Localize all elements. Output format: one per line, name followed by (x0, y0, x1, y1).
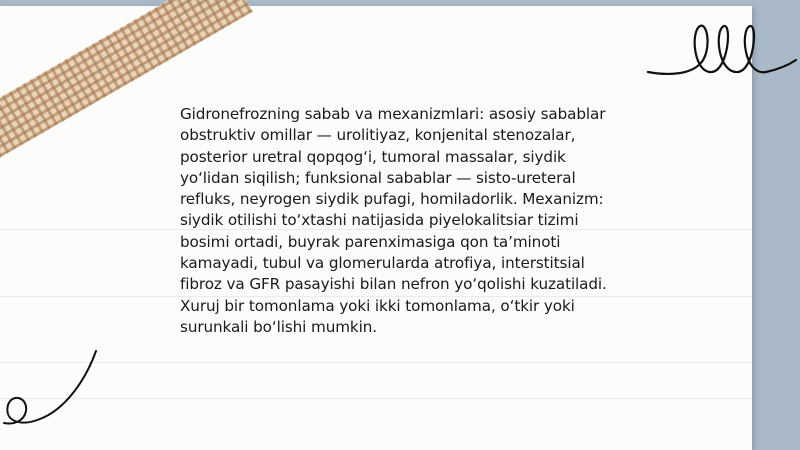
paper-rule (0, 398, 752, 399)
paper-rule (0, 362, 752, 363)
scribble-curl-decoration (0, 345, 110, 430)
scribble-loops-decoration (640, 14, 800, 84)
slide-body-text: Gidronefrozning sabab va mexanizmlari: asosiy sabablar obstruktiv omillar — urolitiyaz, konjenital stenozalar, posterior uretral qopqog‘i, tumoral massalar, siydik yo‘lidan siqilish; funksional sabablar — sisto-ureteral refluks, neyrogen siydik pufagi, homiladorlik. Mexanizm: siydik otilishi to‘xtashi natijasida piyelokalitsiar tizimi bosimi ortadi, buyrak parenximasiga qon ta’minoti kamayadi, tubul va glomerularda atrofiya, interstitsial fibroz va GFR pasayishi bilan nefron yo‘qolishi kuzatiladi. Xuruj bir tomonlama yoki ikki tomonlama, o‘tkir yoki surunkali bo‘lishi mumkin. (180, 105, 607, 336)
